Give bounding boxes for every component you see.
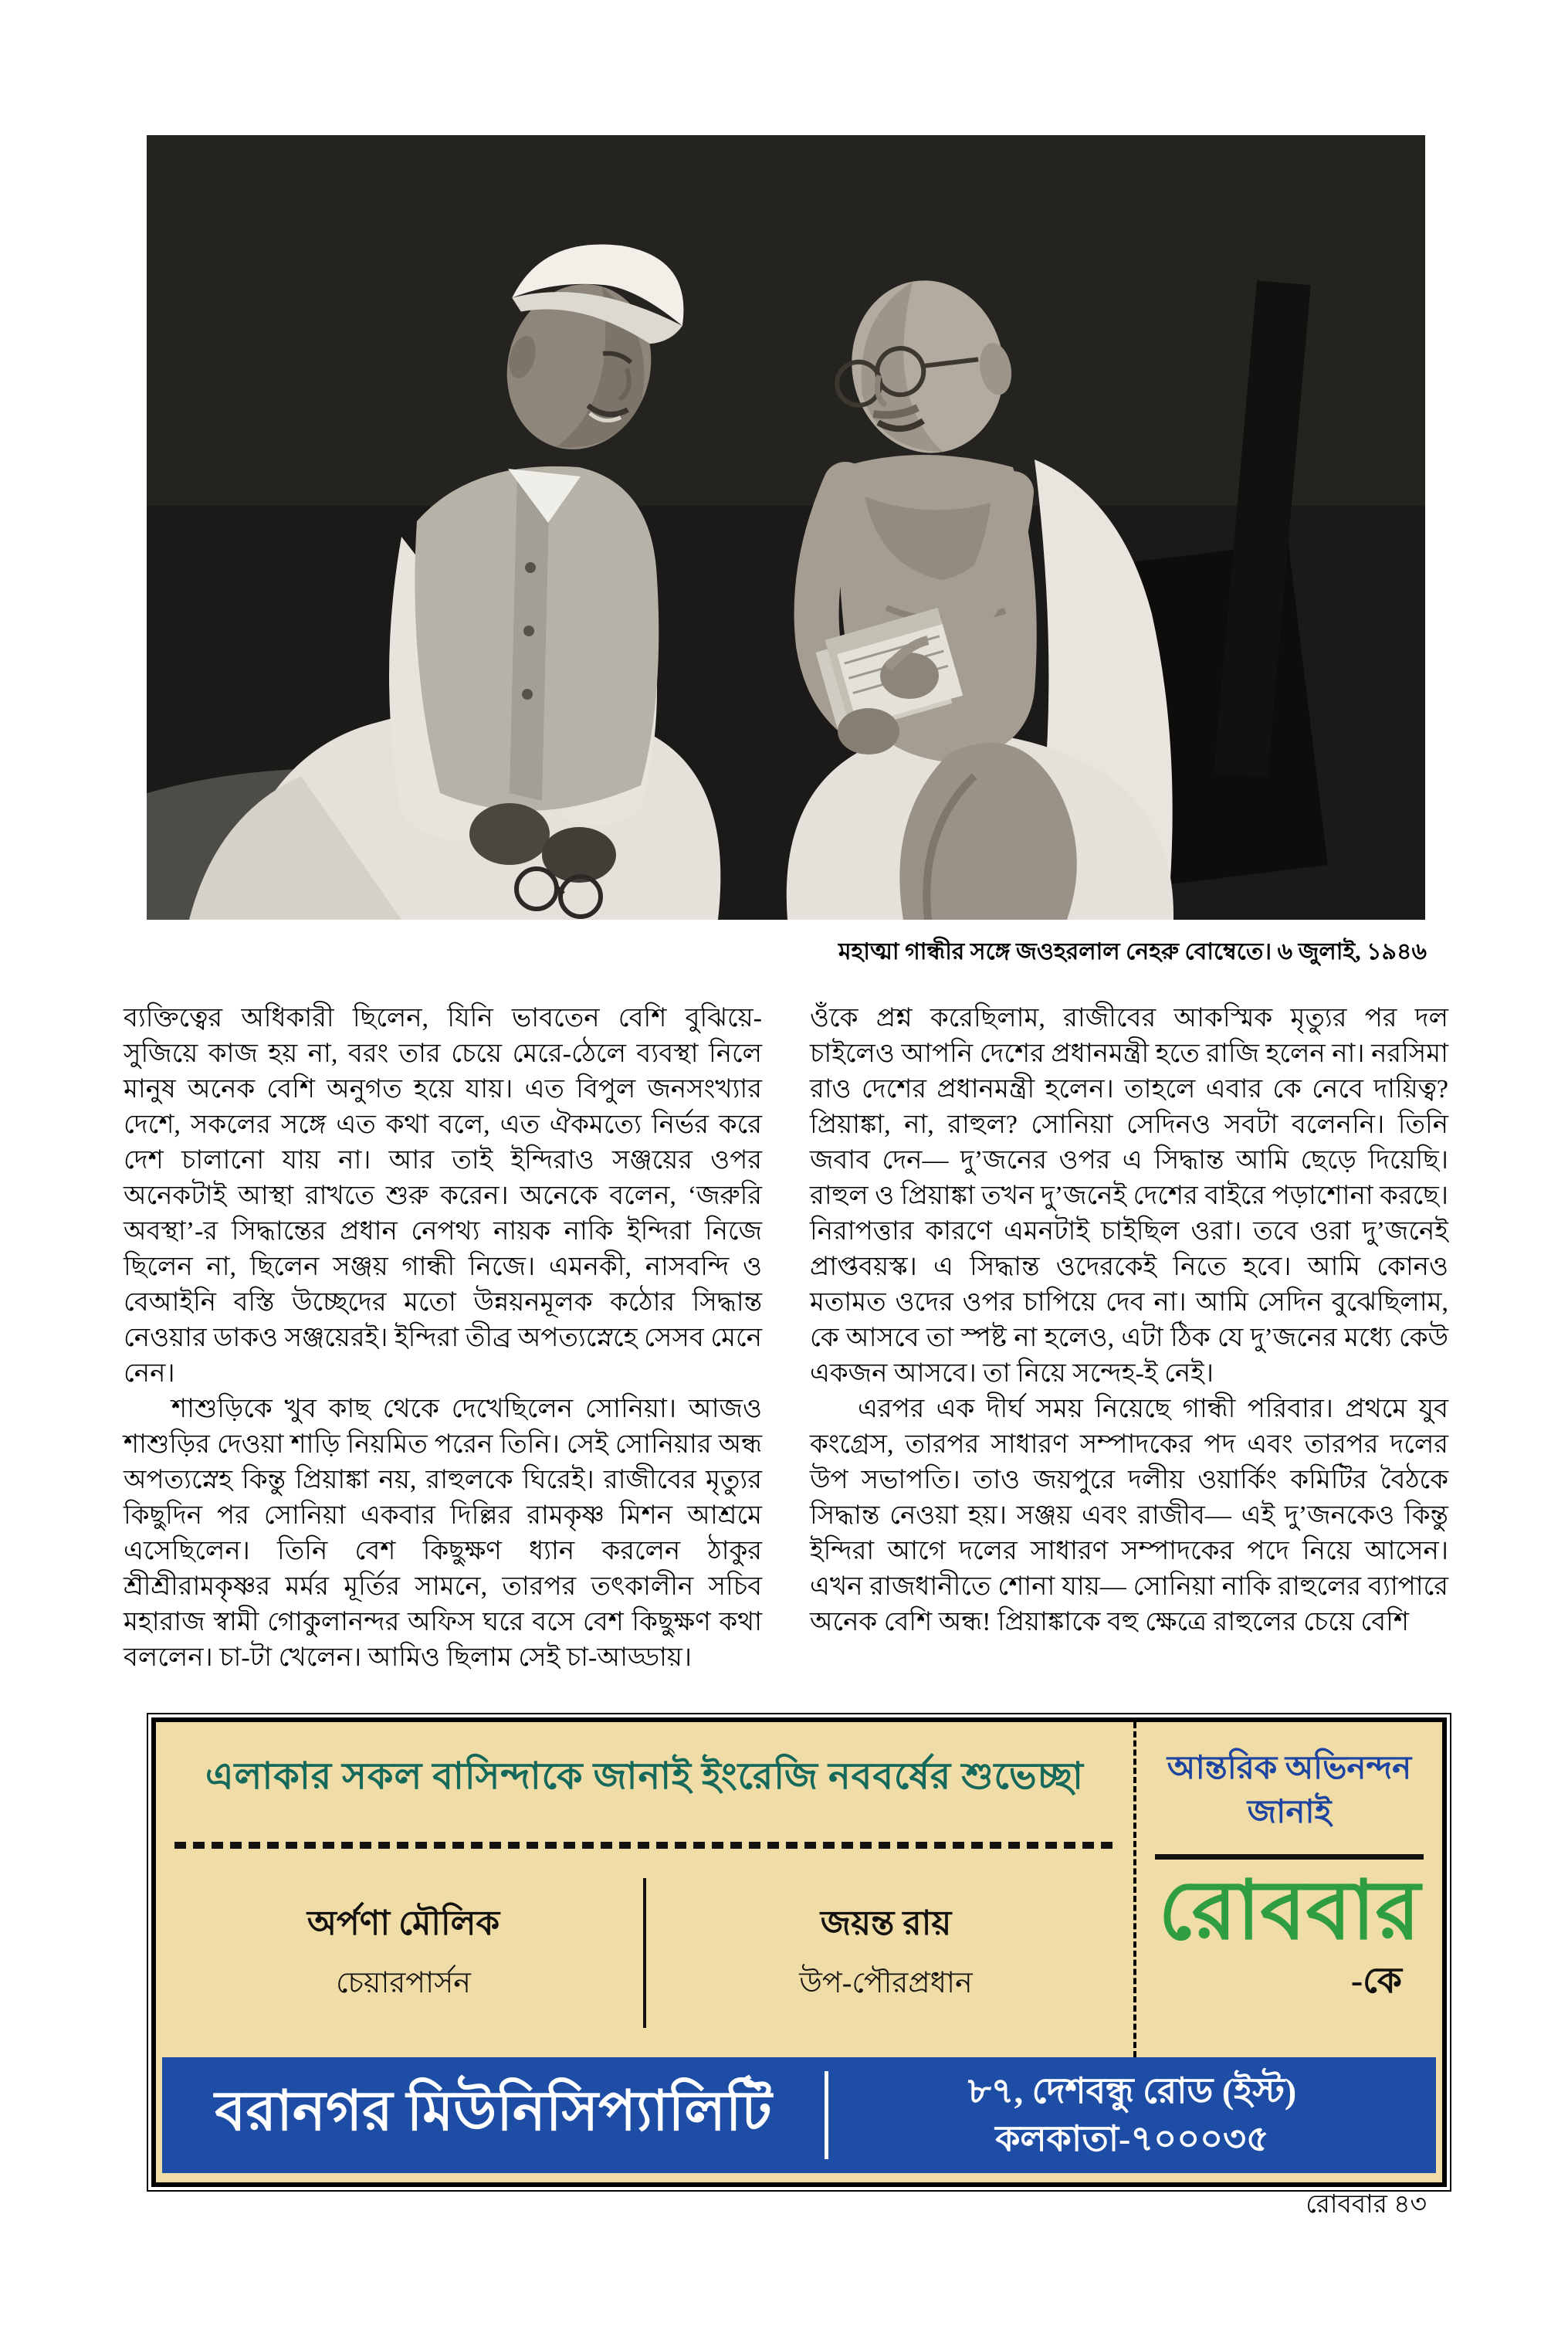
magazine-name: রোববার <box>1158 1866 1421 1957</box>
ad-magazine-greeting <box>1136 1722 1442 2057</box>
advertisement-frame <box>151 1717 1447 2187</box>
photo-illustration <box>147 135 1425 920</box>
address-line-2: কলকাতা-৭০০০৩৫ <box>995 2119 1269 2158</box>
ad-signatories <box>164 1849 1126 2057</box>
municipality-name: বরানগর মিউনিসিপ্যালিটি <box>215 2080 772 2142</box>
signatory-name: জয়ন্ত রায় <box>820 1904 952 1942</box>
advertisement <box>147 1713 1451 2192</box>
signatory-1 <box>164 1897 643 2009</box>
signatory-name: অর্পণা মৌলিক <box>306 1904 500 1942</box>
ad-municipality-banner <box>162 2057 1436 2173</box>
article-paragraph: এরপর এক দীর্ঘ সময় নিয়েছে গান্ধী পরিবার। প্রথমে যুব কংগ্রেস, তারপর সাধারণ সম্পাদকের পদ এবং তারপর দলের উপ সভাপতি। তাও জয়পুরে দলীয় ওয়ার্কিং কমিটির বৈঠকে সিদ্ধান্ত নেওয়া হয়। সঞ্জয় এবং রাজীব— এই দু’জনকেও কিন্তু ইন্দিরা আগে দলের সাধারণ সম্পাদকের পদে নিয়ে আসেন। এখন রাজধানীতে শোনা যায়— সোনিয়া নাকি রাহুলের ব্যাপারে অনেক বেশি অন্ধ! প্রিয়াঙ্কাকে বহু ক্ষেত্রে রাহুলের চেয়ে বেশি <box>810 1395 1448 1636</box>
photo-gandhi-nehru <box>147 135 1425 920</box>
article-body <box>124 1001 1448 1676</box>
article-paragraph: ওঁকে প্রশ্ন করেছিলাম, রাজীবের আকস্মিক মৃত্যুর পর দল চাইলেও আপনি দেশের প্রধানমন্ত্রী হতে রাজি হলেন না। নরসিমা রাও দেশের প্রধানমন্ত্রী হলেন। তাহলে এবার কে নেবে দায়িত্ব? প্রিয়াঙ্কা, না, রাহুল? সোনিয়া সেদিনও সবটা বলেননি। তিনি জবাব দেন— দু’জনের ওপর এ সিদ্ধান্ত আমি ছেড়ে দিয়েছি। রাহুল ও প্রিয়াঙ্কা তখন দু’জনেই দেশের বাইরে পড়াশোনা করছে। নিরাপত্তার কারণে এমনটাই চাইছিল ওরা। তবে ওরা দু’জনেই প্রাপ্তবয়স্ক। এ সিদ্ধান্ত ওদেরকেই নিতে হবে। আমি কোনও মতামত ওদের ওপর চাপিয়ে দেব না। আমি সেদিন বুঝেছিলাম, কে আসবে তা স্পষ্ট না হলেও, এটা ঠিক যে দু’জনের মধ্যে কেউ একজন আসবে। তা নিয়ে সন্দেহ-ই নেই। <box>810 1004 1449 1388</box>
article-column-right <box>810 1001 1448 1676</box>
signatory-2 <box>646 1897 1126 2009</box>
page-number: রোববার ৪৩ <box>1306 2191 1427 2219</box>
ad-heading: এলাকার সকল বাসিন্দাকে জানাই ইংরেজি নববর্ষের শুভেচ্ছা <box>205 1756 1084 1797</box>
article-paragraph: শাশুড়িকে খুব কাছ থেকে দেখেছিলেন সোনিয়া। আজও শাশুড়ির দেওয়া শাড়ি নিয়মিত পরেন তিনি। সেই সোনিয়ার অন্ধ অপত্যস্নেহ কিন্তু প্রিয়াঙ্কা নয়, রাহুলকে ঘিরেই। রাজীবের মৃত্যুর কিছুদিন পর সোনিয়া একবার দিল্লির রামকৃষ্ণ মিশন আশ্রমে এসেছিলেন। তিনি বেশ কিছুক্ষণ ধ্যান করলেন ঠাকুর শ্রীশ্রীরামকৃষ্ণর মর্মর মূর্তির সামনে, তারপর তৎকালীন সচিব মহারাজ স্বামী গোকুলানন্দর অফিস ঘরে বসে বেশ কিছুক্ষণ কথা বললেন। চা-টা খেলেন। আমিও ছিলাম সেই চা-আড্ডায়। <box>124 1395 762 1672</box>
address-line-1: ৮৭, দেশবন্ধু রোড (ইস্ট) <box>967 2070 1297 2111</box>
greeting-line: জানাই <box>1247 1794 1332 1830</box>
ad-top-section <box>156 1722 1442 2057</box>
photo-caption: মহাত্মা গান্ধীর সঙ্গে জওহরলাল নেহরু বোম্বেতে। ৬ জুলাই, ১৯৪৬ <box>838 939 1427 965</box>
ad-greeting-section <box>156 1722 1136 2057</box>
dashed-divider <box>174 1842 1115 1849</box>
magazine-suffix: -কে <box>1350 1961 1402 2001</box>
article-paragraph: ব্যক্তিত্বের অধিকারী ছিলেন, যিনি ভাবতেন বেশি বুঝিয়ে-সুজিয়ে কাজ হয় না, বরং তার চেয়ে মেরে-ঠেলে ব্যবস্থা নিলে মানুষ অনেক বেশি অনুগত হয়ে যায়। এত বিপুল জনসংখ্যার দেশে, সকলের সঙ্গে এত কথা বলে, এত ঐকমত্যে নির্ভর করে দেশ চালানো যায় না। আর তাই ইন্দিরাও সঞ্জয়ের ওপর অনেকটাই আস্থা রাখতে শুরু করেন। অনেকে বলেন, ‘জরুরি অবস্থা’-র সিদ্ধান্তের প্রধান নেপথ্য নায়ক নাকি ইন্দিরা নিজে ছিলেন না, ছিলেন সঞ্জয় গান্ধী নিজে। এমনকী, নাসবন্দি ও বেআইনি বস্তি উচ্ছেদের মতো উন্নয়নমূলক কঠোর সিদ্ধান্ত নেওয়ার ডাকও সঞ্জয়েরই। ইন্দিরা তীব্র অপত্যস্নেহে সেসব মেনে নেন। <box>124 1004 762 1388</box>
greeting-line: আন্তরিক অভিনন্দন <box>1167 1751 1412 1786</box>
article-column-left <box>124 1001 762 1676</box>
signatory-title: উপ-পৌরপ্রধান <box>799 1966 973 1999</box>
municipality-address <box>828 2067 1436 2163</box>
signatory-title: চেয়ারপার্সন <box>336 1966 471 1999</box>
double-rule-divider <box>1155 1854 1424 1860</box>
